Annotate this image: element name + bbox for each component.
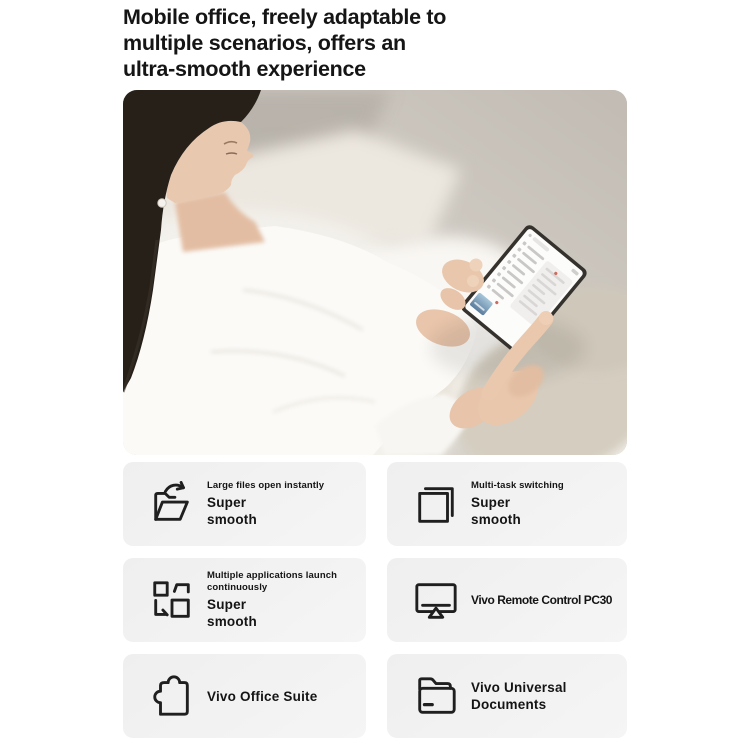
pearl-earring bbox=[158, 199, 166, 207]
feature-card-multi-apps bbox=[123, 558, 366, 642]
feature-label: Multiple applications launch continuously bbox=[207, 570, 338, 593]
folder-documents-icon bbox=[413, 673, 459, 719]
feature-label: Large files open instantly bbox=[207, 479, 325, 491]
feature-card-large-files bbox=[123, 462, 366, 546]
feature-card-multitask bbox=[387, 462, 627, 546]
folder-open-arrow-icon bbox=[149, 481, 195, 527]
feature-label: Multi-task switching bbox=[471, 479, 564, 491]
feature-title: Vivo Office Suite bbox=[207, 688, 318, 704]
page-title-line: Mobile office, freely adaptable to bbox=[123, 5, 447, 29]
hero-photo bbox=[123, 90, 627, 455]
feature-title: Super smooth bbox=[207, 495, 257, 528]
feature-title: Super smooth bbox=[207, 597, 257, 629]
feature-card-remote-control bbox=[387, 558, 627, 642]
multitask-windows-icon bbox=[413, 481, 459, 527]
feature-card-universal-documents bbox=[387, 654, 627, 738]
hero-photo-illustration bbox=[123, 90, 627, 455]
page-title bbox=[123, 4, 635, 82]
multi-apps-launch-icon bbox=[149, 577, 195, 623]
page-title-line: ultra-smooth experience bbox=[123, 57, 366, 81]
page-title-line: multiple scenarios, offers an bbox=[123, 31, 406, 55]
feature-card-office-suite bbox=[123, 654, 366, 738]
feature-title: Vivo Universal Documents bbox=[471, 680, 567, 712]
feature-title: Super smooth bbox=[471, 495, 521, 528]
feature-title: Vivo Remote Control PC30 bbox=[471, 592, 613, 607]
puzzle-piece-icon bbox=[149, 673, 195, 719]
screen-cast-icon bbox=[413, 577, 459, 623]
